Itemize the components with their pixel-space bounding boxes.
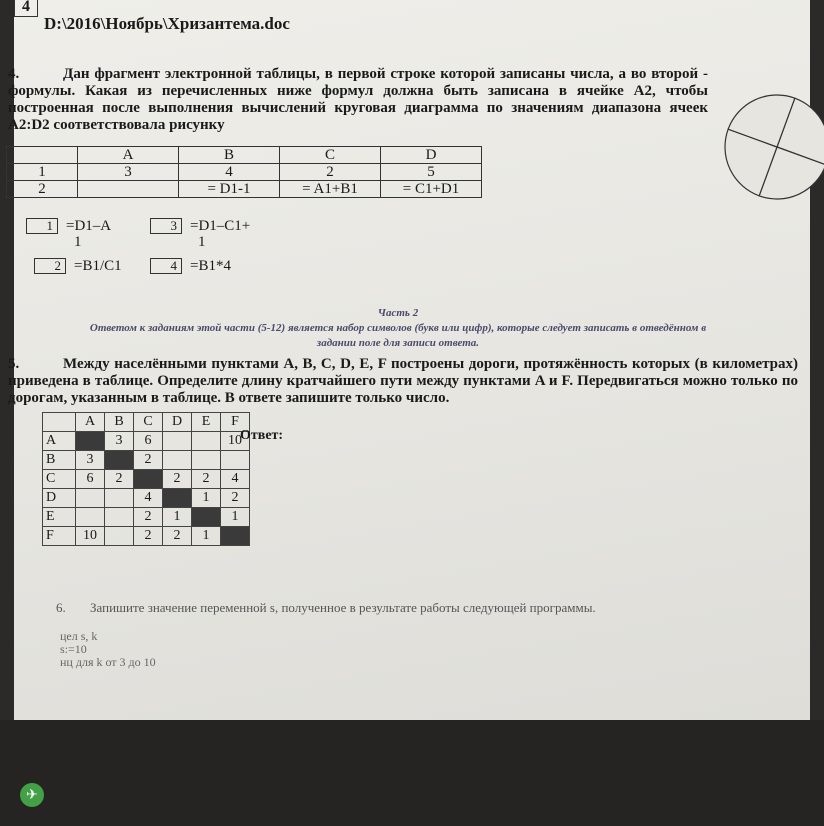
option-3[interactable] <box>150 218 250 250</box>
option-3-wrap: 1 <box>198 234 206 250</box>
road-table-cell: 2 <box>105 470 134 489</box>
road-table-cell <box>163 432 192 451</box>
road-table-header-cell: B <box>105 413 134 432</box>
road-table-header-cell: D <box>163 413 192 432</box>
sheet-cell: 4 <box>179 164 280 181</box>
road-table-header-cell <box>43 413 76 432</box>
road-table-cell: F <box>43 527 76 546</box>
sheet-corner <box>7 147 78 164</box>
sheet-cell <box>78 181 179 198</box>
question-6 <box>56 600 596 616</box>
road-table-cell <box>105 489 134 508</box>
road-table-cell: 1 <box>192 489 221 508</box>
road-table-cell: 1 <box>192 527 221 546</box>
road-table-cell: E <box>43 508 76 527</box>
sheet-header-row <box>7 147 482 164</box>
option-3-number: 3 <box>150 218 182 234</box>
road-table-header-cell: F <box>221 413 250 432</box>
road-table-cell: 3 <box>105 432 134 451</box>
code-line: цел s, k <box>60 629 98 643</box>
option-2-text: =B1/C1 <box>74 258 122 274</box>
sheet-cell: = A1+B1 <box>280 181 381 198</box>
road-table-cell <box>163 451 192 470</box>
road-table-cell: D <box>43 489 76 508</box>
sheet-cell: 2 <box>7 181 78 198</box>
taskbar <box>0 720 824 826</box>
option-4[interactable] <box>150 258 231 274</box>
question-5-text: Между населёнными пунктами A, B, C, D, E, F построены дороги, протяжённость которых (в километрах) приведена в таблице. Определите длину кратчайшего пути между пунктами A и F. Передвигаться можно только по дорогам, указанным в таблице. В ответе запишите только число. <box>8 356 798 406</box>
road-table-cell <box>105 527 134 546</box>
part-2-instructions-cont: задании поле для записи ответа. <box>316 337 480 349</box>
road-table-cell <box>76 489 105 508</box>
road-table-cell: 2 <box>134 451 163 470</box>
sheet-row-1 <box>7 164 482 181</box>
road-table-cell: 2 <box>163 470 192 489</box>
program-code <box>60 630 156 669</box>
road-distance-table <box>42 412 250 546</box>
sheet-cell: 3 <box>78 164 179 181</box>
code-line: нц для k от 3 до 10 <box>60 655 156 669</box>
sheet-col-b: B <box>179 147 280 164</box>
road-table-cell: 2 <box>134 527 163 546</box>
table-row <box>43 489 250 508</box>
table-row <box>43 470 250 489</box>
sheet-row-2 <box>7 181 482 198</box>
option-1[interactable] <box>26 218 111 250</box>
road-table-cell <box>134 470 163 489</box>
road-table-cell: 1 <box>163 508 192 527</box>
road-table-cell <box>105 451 134 470</box>
road-table-cell <box>163 489 192 508</box>
document-path: D:\2016\Ноябрь\Хризантема.doc <box>44 14 290 33</box>
part-2-instructions: Ответом к заданиям этой части (5-12) является набор символов (букв или цифр), которые следует записать в отведённом в <box>89 322 707 334</box>
road-table-header <box>43 413 250 432</box>
road-table-cell: 6 <box>76 470 105 489</box>
road-table-cell: 2 <box>134 508 163 527</box>
road-table-cell: 1 <box>221 508 250 527</box>
road-table-cell <box>221 451 250 470</box>
road-table-cell: 2 <box>221 489 250 508</box>
question-6-text: Запишите значение переменной s, полученное в результате работы следующей программы. <box>90 600 596 615</box>
table-row <box>43 527 250 546</box>
road-table-header-cell: E <box>192 413 221 432</box>
road-table-cell: 4 <box>221 470 250 489</box>
part-2-title: Часть 2 <box>377 307 419 319</box>
road-table-cell <box>76 508 105 527</box>
road-table-cell: 6 <box>134 432 163 451</box>
road-table-cell: 3 <box>76 451 105 470</box>
road-table-cell <box>221 527 250 546</box>
question-5-number: 5. <box>8 356 20 372</box>
sheet-cell: = D1-1 <box>179 181 280 198</box>
option-1-number: 1 <box>26 218 58 234</box>
road-table-cell: 2 <box>163 527 192 546</box>
page-number: 4 <box>14 0 38 17</box>
road-table-cell: 2 <box>192 470 221 489</box>
road-table-cell <box>192 451 221 470</box>
sheet-cell: 5 <box>381 164 482 181</box>
option-1-text: =D1–A <box>66 218 112 234</box>
pie-slices <box>725 95 824 199</box>
option-4-number: 4 <box>150 258 182 274</box>
road-table-cell: A <box>43 432 76 451</box>
app-icon[interactable]: ✈ <box>20 783 44 807</box>
road-table-cell <box>192 508 221 527</box>
option-1-wrap: 1 <box>74 234 82 250</box>
table-row <box>43 432 250 451</box>
part-2-section <box>0 306 796 351</box>
road-table-cell <box>76 432 105 451</box>
road-table-cell: 4 <box>134 489 163 508</box>
road-table-cell <box>105 508 134 527</box>
pie-chart <box>722 92 824 202</box>
sheet-col-a: A <box>78 147 179 164</box>
road-table-cell: B <box>43 451 76 470</box>
question-4 <box>8 66 708 134</box>
option-2-number: 2 <box>34 258 66 274</box>
question-4-text: Дан фрагмент электронной таблицы, в первой строке которой записаны числа, а во второй - формулы. Какая из перечисленных ниже формул должна быть записана в ячейке A2, чтобы построенная после выполнения вычислений круговая диаграмма по значениям диапазона ячеек A2:D2 соответствовала рисунку <box>8 66 708 133</box>
spreadsheet-fragment <box>6 146 482 198</box>
sheet-col-d: D <box>381 147 482 164</box>
road-table-cell: 10 <box>76 527 105 546</box>
sheet-cell: = C1+D1 <box>381 181 482 198</box>
code-line: s:=10 <box>60 642 87 656</box>
question-6-number: 6. <box>56 600 66 615</box>
sheet-col-c: C <box>280 147 381 164</box>
road-table-cell: C <box>43 470 76 489</box>
question-5 <box>8 356 798 407</box>
table-row <box>43 508 250 527</box>
road-table-cell <box>192 432 221 451</box>
road-table-header-cell: C <box>134 413 163 432</box>
option-4-text: =B1*4 <box>190 258 231 274</box>
table-row <box>43 451 250 470</box>
road-table-cell: 10 <box>221 432 250 451</box>
sheet-cell: 1 <box>7 164 78 181</box>
option-3-text: =D1–C1+ <box>190 218 251 234</box>
sheet-cell: 2 <box>280 164 381 181</box>
question-4-number: 4. <box>8 66 20 82</box>
road-table-header-cell: A <box>76 413 105 432</box>
answer-label: Ответ: <box>240 428 284 443</box>
option-2[interactable] <box>34 258 122 274</box>
